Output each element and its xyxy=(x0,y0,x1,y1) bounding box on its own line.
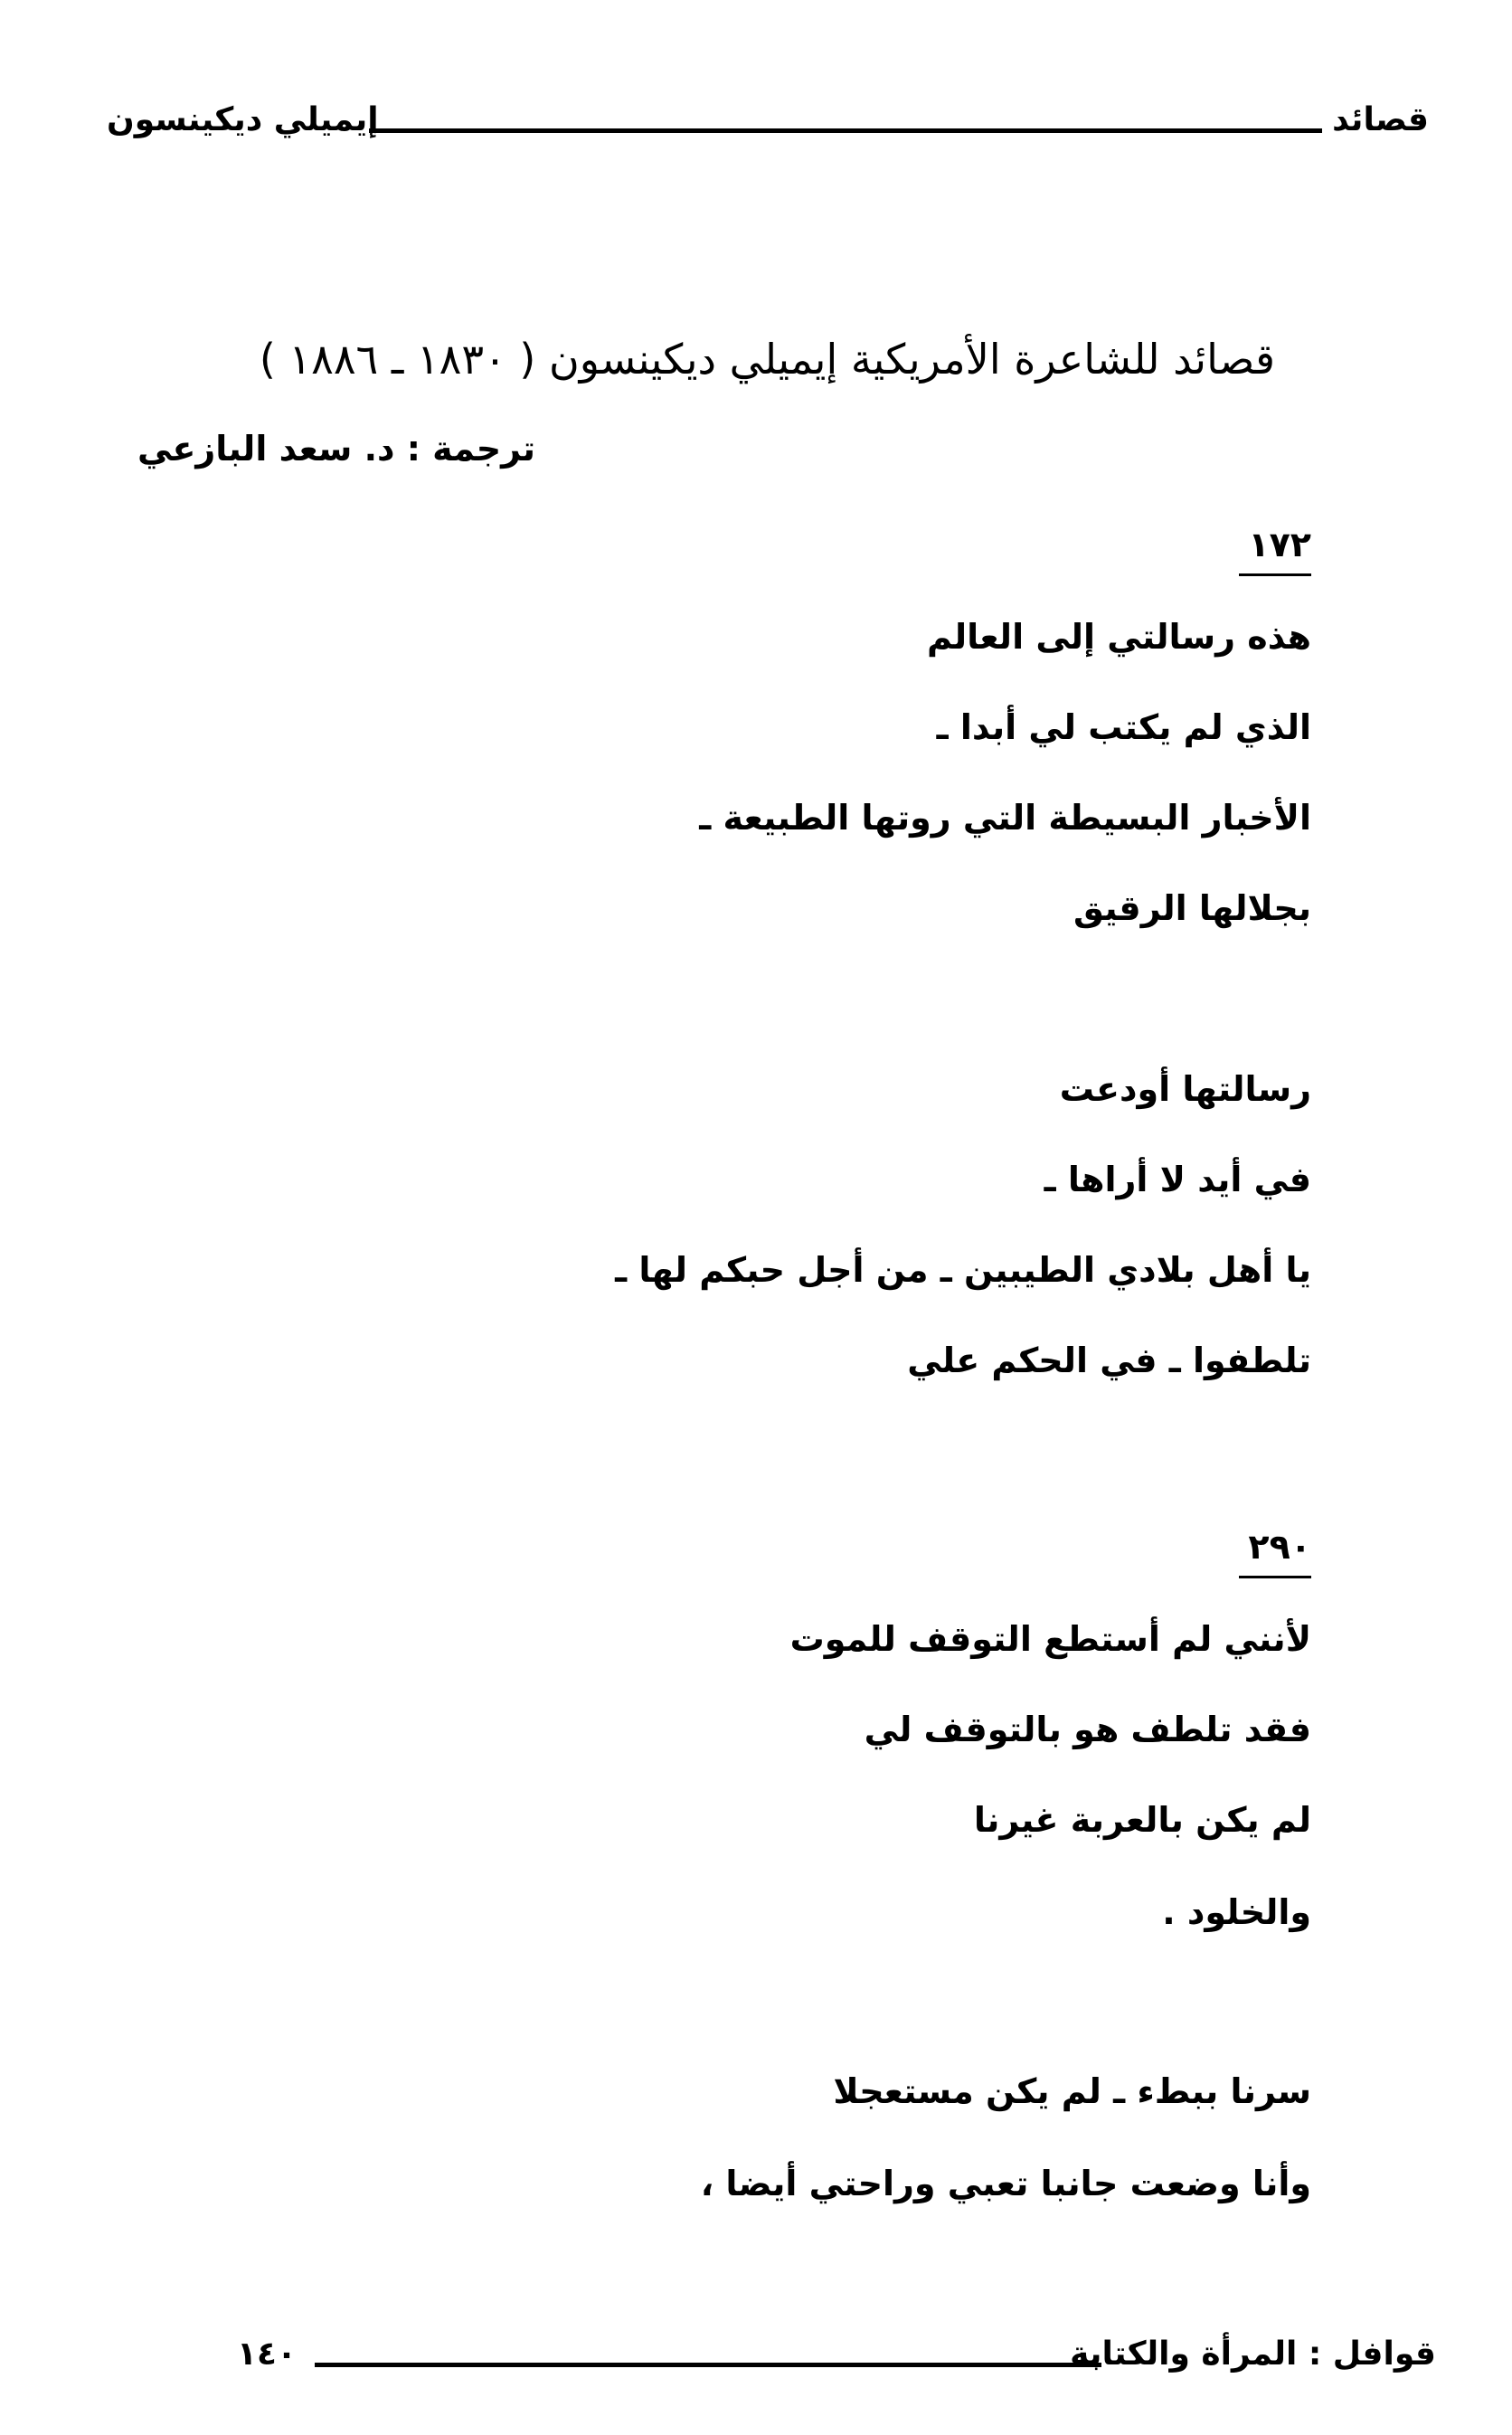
header-author-name: إيميلي ديكينسون xyxy=(107,101,379,138)
running-footer xyxy=(237,2336,1436,2390)
verse-line: وأنا وضعت جانبا تعبي وراحتي أيضا ، xyxy=(700,2164,1311,2203)
verse-line: تلطفوا ـ في الحكم علي xyxy=(907,1341,1311,1380)
verse-line: والخلود . xyxy=(1162,1892,1311,1932)
header-rule xyxy=(369,128,1322,133)
footer-rule xyxy=(315,2363,1101,2367)
page-title: قصائد للشاعرة الأمريكية إيميلي ديكينسون ( ١٨٣٠ ـ ١٨٨٦ ) xyxy=(259,335,1275,384)
verse-line: في أيد لا أراها ـ xyxy=(1044,1160,1311,1199)
verse-line: لأنني لم أستطع التوقف للموت xyxy=(789,1619,1311,1659)
translator-credit: ترجمة : د. سعد البازعي xyxy=(137,429,535,469)
running-header xyxy=(107,101,1429,156)
header-section-title: قصائد xyxy=(1332,101,1429,138)
verse-line: سرنا ببطء ـ لم يكن مستعجلا xyxy=(833,2071,1311,2111)
verse-line: لم يكن بالعربة غيرنا xyxy=(973,1800,1311,1840)
poem-number: ١٧٢ xyxy=(1239,525,1311,576)
verse-line: بجلالها الرقيق xyxy=(1073,888,1311,928)
verse-line: الذي لم يكتب لي أبدا ـ xyxy=(936,707,1311,747)
verse-line: رسالتها أودعت xyxy=(1059,1069,1311,1109)
verse-line: هذه رسالتي إلى العالم xyxy=(927,617,1311,657)
verse-line: يا أهل بلادي الطيبين ـ من أجل حبكم لها ـ xyxy=(615,1250,1311,1290)
verse-line: الأخبار البسيطة التي روتها الطبيعة ـ xyxy=(699,798,1311,838)
poem-number: ٢٩٠ xyxy=(1239,1527,1311,1578)
page-number: ١٤٠ xyxy=(237,2336,297,2373)
verse-line: فقد تلطف هو بالتوقف لي xyxy=(864,1710,1311,1749)
footer-journal-title: قوافل : المرأة والكتابة xyxy=(1070,2336,1436,2373)
